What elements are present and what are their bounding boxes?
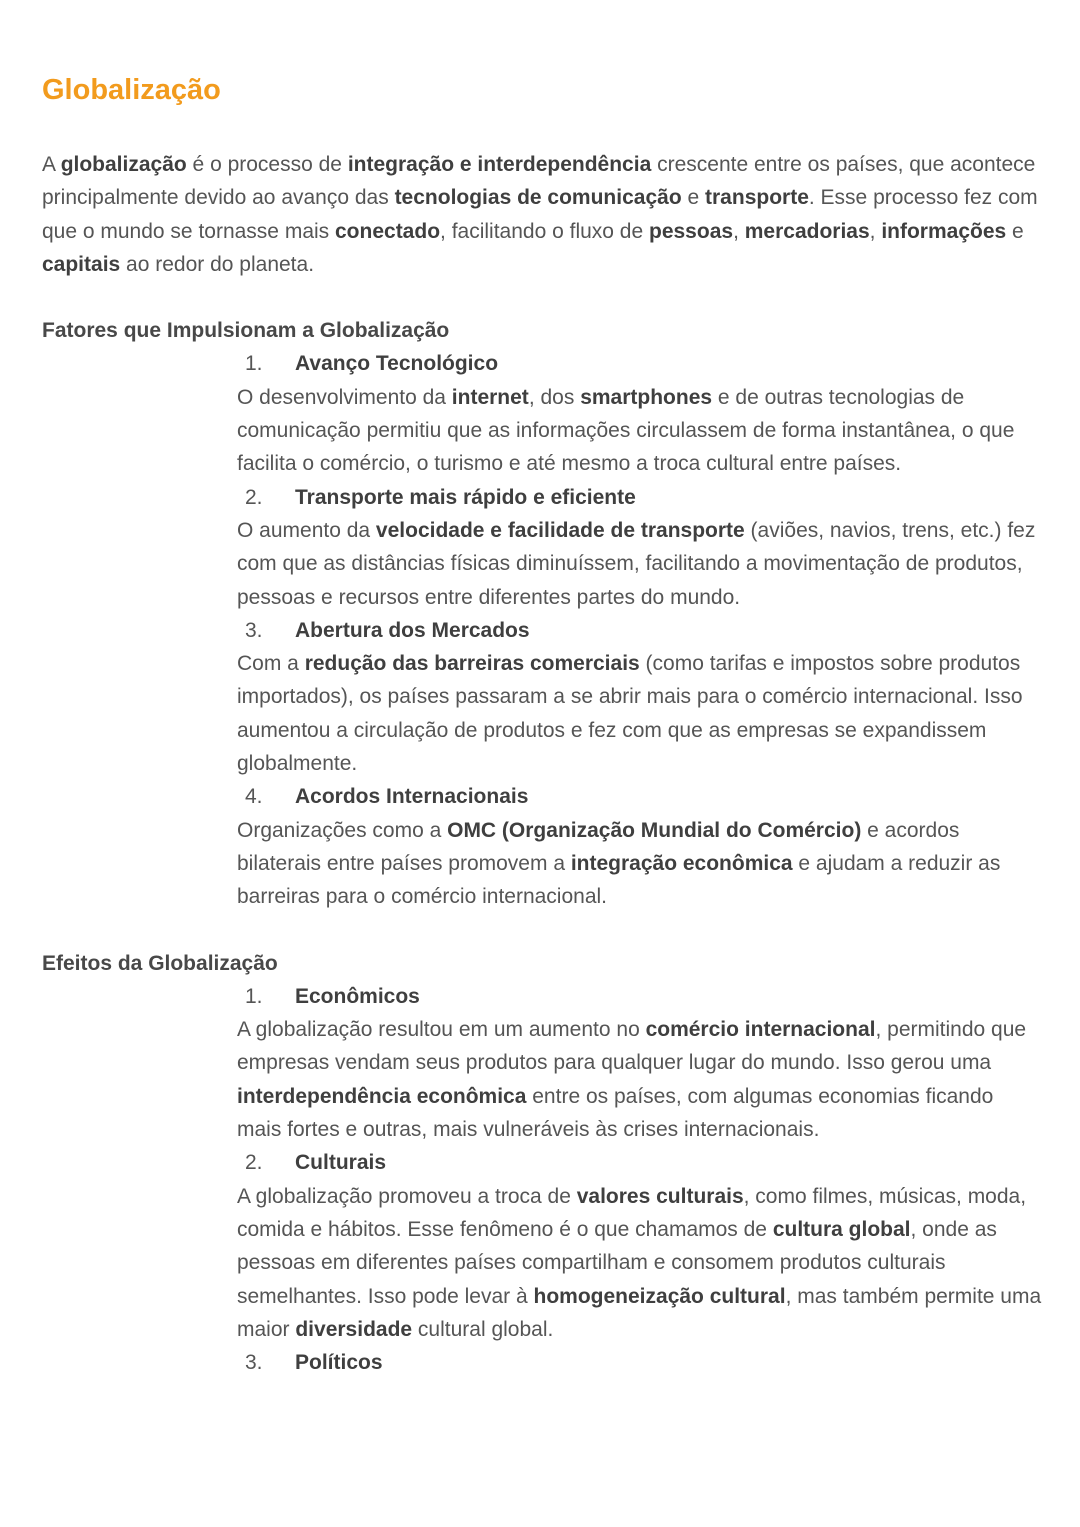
document-title: Globalização [42,74,221,106]
text-run: é o processo de [186,153,348,176]
text-run: A globalização promoveu a troca de [237,1184,577,1208]
text-run: Organizações como a [237,818,448,842]
bold-term: mercadorias [744,219,870,243]
list-item-body [237,647,1042,780]
bold-term: OMC (Organização Mundial do Comércio) [447,818,862,842]
bold-term: internet [451,385,529,409]
bold-term: diversidade [295,1317,413,1341]
bold-term: tecnologias de comunicação [394,186,682,210]
text-run: e [1006,219,1024,243]
list-item-number: 3. [245,1351,263,1375]
list-item-header [237,614,1042,647]
list-item-title: Transporte mais rápido e eficiente [295,485,636,509]
bold-term: comércio internacional [645,1018,876,1042]
text-run: (como tarifas e impostos sobre produtos importados), os países passaram a se abrir mais para o comércio internacional. Isso aumentou a circulação de produtos e fez com que as empresas se expandissem globalmente. [237,652,1023,776]
list-item-number: 2. [245,485,263,509]
text-run: cultural global. [412,1317,554,1341]
text-run: , facilitando o fluxo de [440,219,649,243]
text-run: , dos [528,385,581,409]
bold-term: valores culturais [576,1184,744,1208]
list-item-number: 2. [245,1151,263,1175]
list-item-number: 1. [245,984,263,1008]
section-heading: Efeitos da Globalização [42,951,278,975]
bold-term: redução das barreiras comerciais [304,652,640,676]
text-run: , [733,219,745,243]
list-item-body [237,1013,1042,1146]
list-item-header [237,980,1042,1013]
list-item [237,347,1042,480]
text-run: O aumento da [237,518,376,542]
text-run: ao redor do planeta. [120,252,315,276]
text-run: e [681,186,706,210]
list-item-title: Políticos [295,1351,383,1375]
section-factors [42,314,1038,913]
text-run: . Esse processo fez com que o mundo se tornasse mais [42,186,1038,243]
text-run: , mas também permite uma maior [237,1284,1042,1341]
list-item [237,614,1042,780]
list-item [237,1146,1042,1346]
text-run: (aviões, navios, trens, etc.) fez com que as distâncias físicas diminuíssem, facilitando a movimentação de produtos, pessoas e recursos entre diferentes partes do mundo. [237,518,1036,609]
list-item [237,780,1042,913]
text-run: A [42,153,61,176]
bold-term: informações [881,219,1007,243]
text-run: , [869,219,882,243]
list-item-header [237,1346,1042,1379]
list-item-body [237,814,1042,914]
text-run: Com a [237,652,305,676]
bold-term: integração e interdependência [347,153,652,176]
bold-term: cultura global [772,1217,911,1241]
text-run: , permitindo que empresas vendam seus produtos para qualquer lugar do mundo. Isso gerou uma [237,1018,1027,1075]
bold-term: conectado [335,219,441,243]
bold-term: transporte [705,186,809,210]
list-item-number: 3. [245,618,263,642]
text-run: , como filmes, músicas, moda, comida e hábitos. Esse fenômeno é o que chamamos de [237,1184,1027,1241]
list-item-header [237,1146,1042,1179]
list-item-number: 4. [245,785,263,809]
list-item-header [237,347,1042,380]
list-item-header [237,481,1042,514]
intro-paragraph [42,148,1042,281]
list-item-body [237,381,1042,481]
bold-term: globalização [60,153,187,176]
list-item [237,980,1042,1146]
list-item-title: Culturais [295,1151,387,1175]
list-item-header [237,780,1042,813]
text-run: O desenvolvimento da [237,385,452,409]
list-item-title: Abertura dos Mercados [295,618,530,642]
section-heading: Fatores que Impulsionam a Globalização [42,319,450,343]
bold-term: capitais [42,252,121,276]
bold-term: integração econômica [570,851,793,875]
section-effects [42,947,1042,1380]
text-run: e acordos bilaterais entre países promovem a [237,818,960,875]
bold-term: interdependência econômica [237,1084,527,1108]
list-item-body [237,1180,1042,1346]
bold-term: velocidade e facilidade de transporte [375,518,745,542]
factors-list [237,347,1042,913]
list-item [237,1346,1042,1379]
list-item [237,481,1042,614]
text-run: crescente entre os países, que acontece principalmente devido ao avanço das [42,153,1036,210]
text-run: A globalização resultou em um aumento no [237,1018,646,1042]
list-item-title: Avanço Tecnológico [295,352,499,376]
list-item-number: 1. [245,352,263,376]
list-item-body [237,514,1042,614]
bold-term: homogeneização cultural [533,1284,786,1308]
list-item-title: Acordos Internacionais [295,785,529,809]
bold-term: smartphones [580,385,713,409]
bold-term: pessoas [649,219,734,243]
text-run: , onde as pessoas em diferentes países compartilham e consomem produtos culturais semelhantes. Isso pode levar à [237,1217,997,1308]
text-run: entre os países, com algumas economias ficando mais fortes e outras, mais vulneráveis às crises internacionais. [237,1084,994,1142]
text-run: e ajudam a reduzir as barreiras para o comércio internacional. [237,851,1001,909]
effects-list [237,980,1042,1380]
list-item-title: Econômicos [295,984,420,1008]
text-run: e de outras tecnologias de comunicação permitiu que as informações circulassem de forma instantânea, o que facilita o comércio, o turismo e até mesmo a troca cultural entre países. [237,385,1015,476]
